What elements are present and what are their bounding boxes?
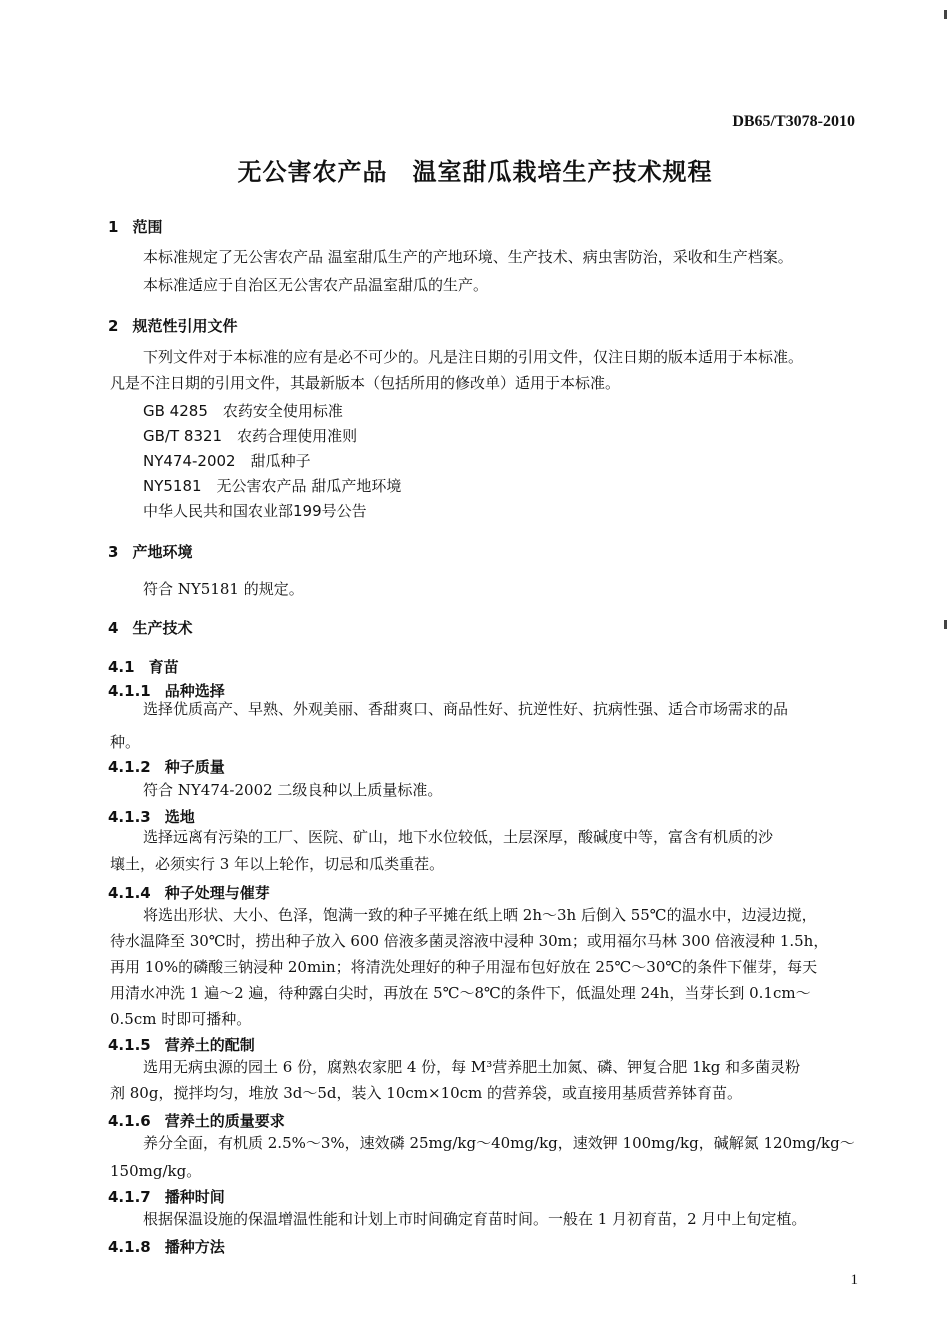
paragraph: 凡是不注日期的引用文件，其最新版本（包括所用的修改单）适用于本标准。 [110, 374, 621, 392]
page-number: 1 [850, 1272, 858, 1288]
paragraph: 用清水冲洗 1 遍～2 遍，待种露白尖时，再放在 5℃～8℃的条件下，低温处理 24h，当芽长到 0.1cm～ [110, 984, 811, 1002]
subsection-heading-4-1-5: 4.1.5 营养土的配制 [108, 1036, 255, 1054]
paragraph: 选择优质高产、早熟、外观美丽、香甜爽口、商品性好、抗逆性好、抗病性强、适合市场需求的品 [143, 700, 789, 718]
section-heading-4: 4 生产技术 [108, 619, 193, 637]
paragraph: 符合 NY5181 的规定。 [143, 580, 304, 598]
section-heading-2: 2 规范性引用文件 [108, 317, 238, 335]
section-heading-1: 1 范围 [108, 218, 163, 236]
standard-code: DB65/T3078-2010 [732, 113, 855, 130]
reference-item: NY474-2002 甜瓜种子 [143, 452, 311, 470]
paragraph: 本标准适应于自治区无公害农产品温室甜瓜的生产。 [143, 276, 489, 294]
subsection-heading-4-1-2: 4.1.2 种子质量 [108, 758, 225, 776]
paragraph: 种。 [110, 733, 141, 751]
scan-edge-mark [944, 10, 947, 19]
paragraph: 剂 80g，搅拌均匀，堆放 3d～5d，装入 10cm×10cm 的营养袋，或直接用基质营养钵育苗。 [110, 1084, 743, 1102]
paragraph: 选择远离有污染的工厂、医院、矿山，地下水位较低，土层深厚，酸碱度中等，富含有机质的沙 [143, 828, 774, 846]
scan-edge-mark [944, 620, 947, 629]
reference-item: GB/T 8321 农药合理使用准则 [143, 427, 358, 445]
reference-item: NY5181 无公害农产品 甜瓜产地环境 [143, 477, 402, 495]
paragraph: 待水温降至 30℃时，捞出种子放入 600 倍液多菌灵溶液中浸种 30m；或用福尔马林 300 倍液浸种 1.5h， [110, 932, 829, 950]
subsection-heading-4-1: 4.1 育苗 [108, 658, 179, 676]
subsection-heading-4-1-1: 4.1.1 品种选择 [108, 682, 225, 700]
reference-item: 中华人民共和国农业部199号公告 [143, 502, 367, 520]
subsection-heading-4-1-8: 4.1.8 播种方法 [108, 1238, 225, 1256]
document-title: 无公害农产品 温室甜瓜栽培生产技术规程 [237, 158, 713, 186]
paragraph: 将选出形状、大小、色泽，饱满一致的种子平摊在纸上晒 2h～3h 后倒入 55℃的温水中，边浸边搅， [143, 906, 817, 924]
reference-item: GB 4285 农药安全使用标准 [143, 402, 343, 420]
paragraph: 下列文件对于本标准的应有是必不可少的。凡是注日期的引用文件，仅注日期的版本适用于本标准。 [143, 348, 804, 366]
subsection-heading-4-1-3: 4.1.3 选地 [108, 808, 195, 826]
paragraph: 本标准规定了无公害农产品 温室甜瓜生产的产地环境、生产技术、病虫害防治，采收和生产档案。 [143, 248, 793, 266]
paragraph: 养分全面，有机质 2.5%～3%，速效磷 25mg/kg～40mg/kg，速效钾 100mg/kg，碱解氮 120mg/kg～ [143, 1134, 855, 1152]
paragraph: 符合 NY474-2002 二级良种以上质量标准。 [143, 781, 443, 799]
paragraph: 根据保温设施的保温增温性能和计划上市时间确定育苗时间。一般在 1 月初育苗，2 月中上旬定植。 [143, 1210, 807, 1228]
paragraph: 再用 10%的磷酸三钠浸种 20min；将清洗处理好的种子用湿布包好放在 25℃～30℃的条件下催芽，每天 [110, 958, 818, 976]
section-heading-3: 3 产地环境 [108, 543, 193, 561]
paragraph: 150mg/kg。 [110, 1162, 202, 1180]
subsection-heading-4-1-6: 4.1.6 营养土的质量要求 [108, 1112, 285, 1130]
paragraph: 壤土，必须实行 3 年以上轮作，切忌和瓜类重茬。 [110, 855, 445, 873]
paragraph: 选用无病虫源的园土 6 份，腐熟农家肥 4 份，每 M³营养肥土加氮、磷、钾复合肥 1kg 和多菌灵粉 [143, 1058, 801, 1076]
subsection-heading-4-1-7: 4.1.7 播种时间 [108, 1188, 225, 1206]
paragraph: 0.5cm 时即可播种。 [110, 1010, 252, 1028]
subsection-heading-4-1-4: 4.1.4 种子处理与催芽 [108, 884, 270, 902]
